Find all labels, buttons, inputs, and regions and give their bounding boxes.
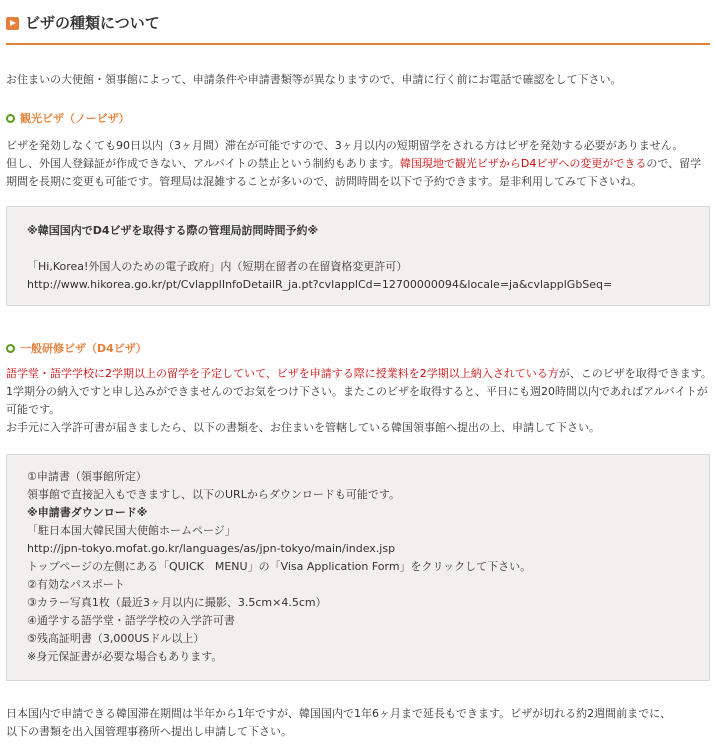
tourist-line-2-end: ので、留学 — [646, 157, 702, 170]
doc-quick-menu-note: トップページの左側にある「QUICK MENU」の「Visa Application Form」をクリックして下さい。 — [27, 560, 532, 573]
d4-visa-heading — [6, 340, 147, 358]
reservation-info-box — [6, 206, 710, 306]
tourist-highlight-text: 韓国現地で観光ビザからD4ビザへの変更ができる — [399, 157, 647, 170]
intro-text: お住まいの大使館・領事館によって、申請条件や申請書類等が異なりますので、申請に行く前にお電話で確認をして下さい。 — [6, 73, 622, 86]
tourist-visa-heading-label: 観光ビザ（ノービザ） — [20, 112, 130, 125]
tourist-line-2-start: 但し、外国人登録証が作成できない、アルバイトの禁止という制約もあります。 — [6, 157, 400, 170]
doc-embassy-url[interactable]: http://jpn-tokyo.mofat.go.kr/languages/as/jpn-tokyo/main/index.jsp — [27, 542, 396, 555]
doc-download-title: ※申請書ダウンロード※ — [27, 506, 148, 519]
doc-application-form: ①申請書（領事館所定） — [27, 470, 147, 483]
doc-embassy-site: 「駐日本国大韓民国大使館ホームページ」 — [27, 524, 236, 537]
tourist-line-1: ビザを発効しなくても90日以内（3ヶ月間）滞在が可能ですので、3ヶ月以内の短期留学をされる方はビザを発効する必要がありません。 — [6, 139, 684, 152]
d4-line-4: お手元に入学許可書が届きましたら、以下の書類を、お住まいを管轄している韓国領事館へ提出の上、申請して下さい。 — [6, 421, 600, 434]
reservation-url[interactable]: http://www.hikorea.go.kr/pt/CvlapplInfoDetailR_ja.pt?cvlapplCd=12700000094&locale=ja&cvlapplGbSeq= — [27, 278, 613, 291]
tourist-line-3: 期間を長期に変更も可能です。管理局は混雑することが多いので、訪問時間を以下で予約できます。是非利用してみて下さいね。 — [6, 175, 643, 188]
d4-visa-heading-label: 一般研修ビザ（D4ビザ） — [20, 342, 147, 355]
doc-photo: ③カラー写真1枚（最近3ヶ月以内に撮影、3.5cm×4.5cm） — [27, 596, 327, 609]
page-header — [6, 9, 710, 45]
d4-line-1-end: が、このビザを取得できます。 — [558, 367, 712, 380]
circle-bullet-icon — [6, 114, 15, 123]
arrow-right-icon — [6, 17, 19, 30]
footer-line-1: 日本国内で申請できる韓国滞在期間は半年から1年ですが、韓国国内で1年6ヶ月まで延長もできます。ビザが切れる約2週間前までに、 — [6, 707, 672, 720]
doc-application-note: 領事館で直接記入もできますし、以下のURLからダウンロードも可能です。 — [27, 488, 400, 501]
doc-guarantee-note: ※身元保証書が必要な場合もあります。 — [27, 650, 223, 663]
reservation-site-name: 「Hi,Korea!外国人のための電子政府」内（短期在留者の在留資格変更許可） — [27, 260, 408, 273]
tourist-line-2 — [6, 155, 701, 173]
page-title: ビザの種類について — [25, 14, 160, 32]
d4-highlight-text: 語学堂・語学学校に2学期以上の留学を予定していて、ビザを申請する際に授業料を2学期以上納入されている方 — [6, 367, 559, 380]
d4-line-3: 可能です。 — [6, 403, 61, 416]
doc-admission-letter: ④通学する語学堂・語学学校の入学許可書 — [27, 614, 235, 627]
documents-box — [6, 454, 710, 681]
doc-bank-balance: ⑤残高証明書（3,000USドル以上） — [27, 632, 205, 645]
reservation-box-title: ※韓国国内でD4ビザを取得する際の管理局訪問時間予約※ — [27, 224, 319, 237]
d4-line-1 — [6, 365, 712, 383]
circle-bullet-icon — [6, 344, 15, 353]
d4-line-2: 1学期分の納入ですと申し込みができませんのでお気をつけ下さい。またこのビザを取得すると、平日にも週20時間以内であればアルバイトが — [6, 385, 708, 398]
doc-passport: ②有効なパスポート — [27, 578, 125, 591]
footer-line-2: 以下の書類を出入国管理事務所へ提出し申請して下さい。 — [6, 725, 292, 738]
tourist-visa-heading — [6, 110, 130, 128]
